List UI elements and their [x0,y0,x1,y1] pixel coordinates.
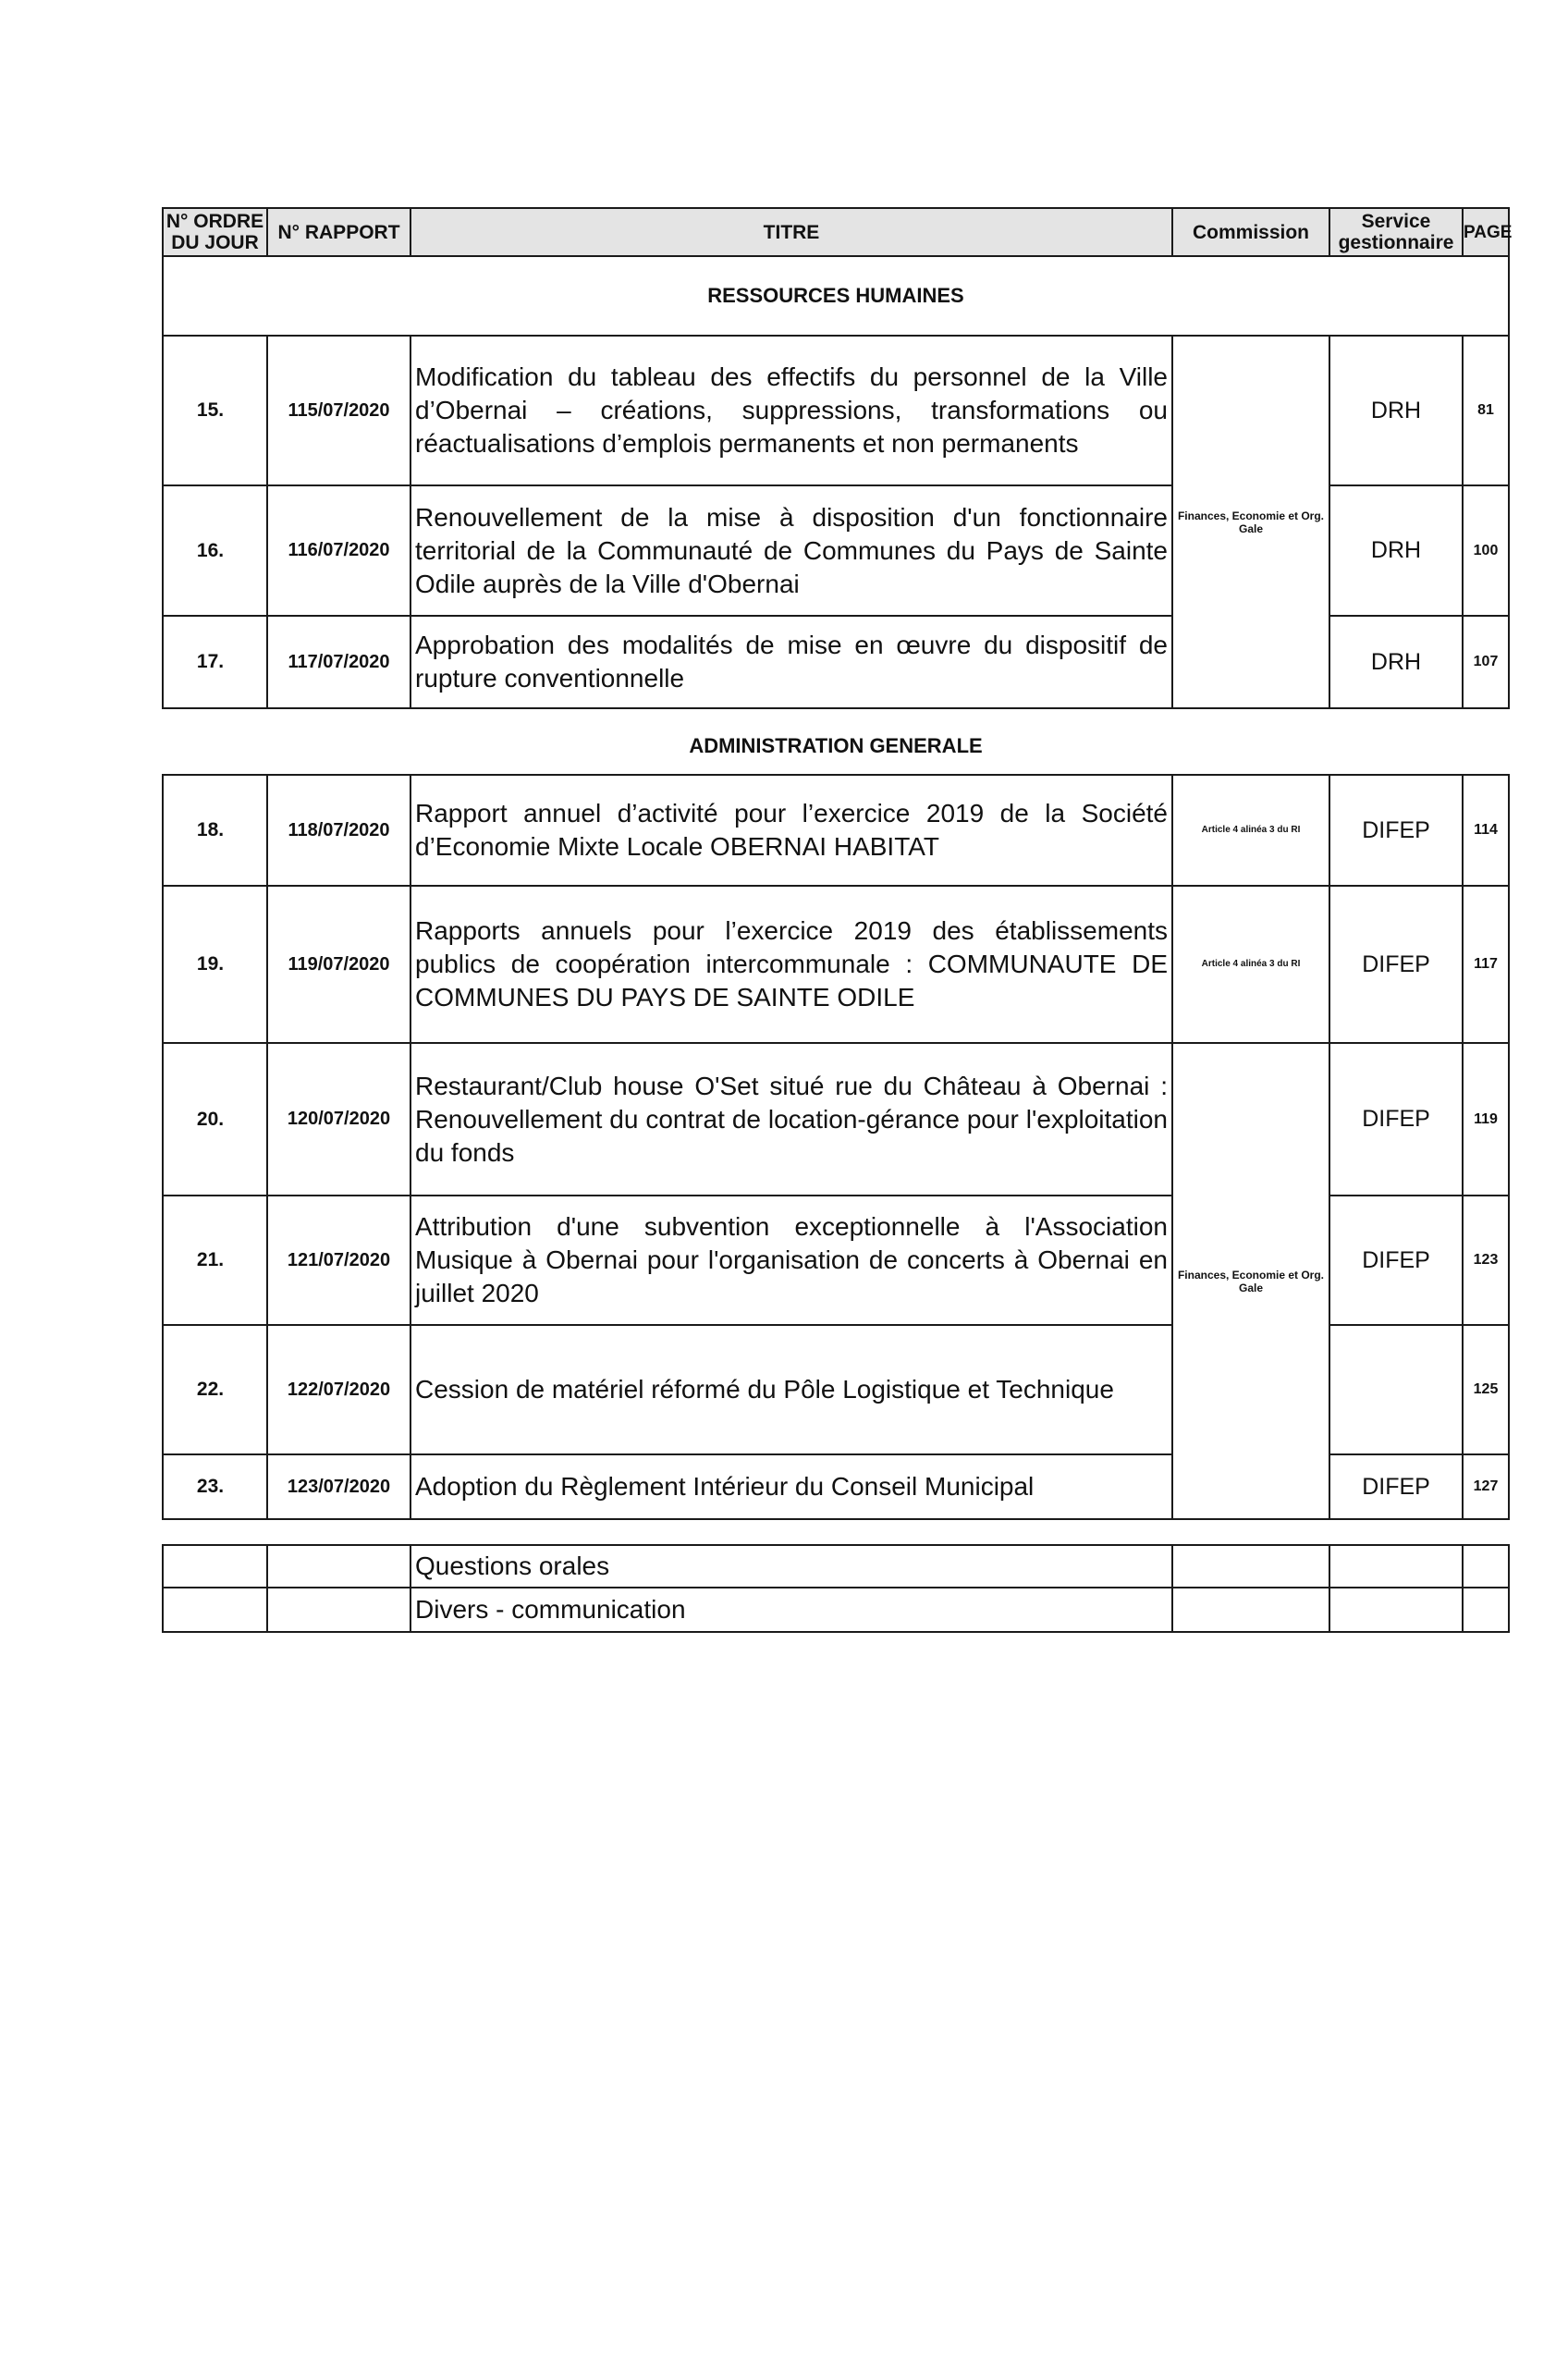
col-header-page: PAGE [1463,208,1509,256]
section-title-rh: RESSOURCES HUMAINES [163,256,1509,336]
row-title: Rapports annuels pour l’exercice 2019 des établissements publics de coopération intercommunale : COMMUNAUTE DE COMMUNES DU PAYS DE SAINTE ODILE [410,886,1172,1043]
page-value: 114 [1463,775,1509,886]
page-value: 119 [1463,1043,1509,1196]
col-header-ordre: N° ORDRE DU JOUR [163,208,267,256]
row-number: 20. [163,1043,267,1196]
commission-finances-admin: Finances, Economie et Org. Gale [1172,1043,1329,1519]
table-row [163,1588,1509,1632]
service-value: DIFEP [1329,1454,1463,1519]
section-row [163,256,1509,336]
report-number: 120/07/2020 [267,1043,410,1196]
row-number: 16. [163,485,267,616]
service-value: DIFEP [1329,775,1463,886]
report-number: 121/07/2020 [267,1196,410,1325]
row-title: Approbation des modalités de mise en œuvre du dispositif de rupture conventionnelle [410,616,1172,708]
row-title: Attribution d'une subvention exceptionnelle à l'Association Musique à Obernai pour l'organisation de concerts à Obernai en juillet 2020 [410,1196,1172,1325]
row-title: Restaurant/Club house O'Set situé rue du Château à Obernai : Renouvellement du contrat de location-gérance pour l'exploitation du fonds [410,1043,1172,1196]
section-title-admin: ADMINISTRATION GENERALE [689,734,983,757]
service-value [1329,1325,1463,1454]
service-value: DRH [1329,485,1463,616]
row-number: 15. [163,336,267,485]
row-title: Rapport annuel d’activité pour l’exercice 2019 de la Société d’Economie Mixte Locale OBERNAI HABITAT [410,775,1172,886]
section-row [163,708,1509,775]
row-title: Cession de matériel réformé du Pôle Logistique et Technique [410,1325,1172,1454]
page-value: 125 [1463,1325,1509,1454]
col-header-rapport: N° RAPPORT [267,208,410,256]
commission-article: Article 4 alinéa 3 du RI [1172,775,1329,886]
page-value: 127 [1463,1454,1509,1519]
page-value: 81 [1463,336,1509,485]
table-row [163,886,1509,1043]
col-header-titre: TITRE [410,208,1172,256]
table-row [163,1043,1509,1196]
misc-table [162,1544,1510,1633]
row-number: 22. [163,1325,267,1454]
service-value: DRH [1329,616,1463,708]
agenda-table [162,207,1513,1520]
page-value: 107 [1463,616,1509,708]
report-number: 115/07/2020 [267,336,410,485]
report-number: 123/07/2020 [267,1454,410,1519]
row-number: 23. [163,1454,267,1519]
report-number: 118/07/2020 [267,775,410,886]
table-row [163,1545,1509,1588]
commission-article: Article 4 alinéa 3 du RI [1172,886,1329,1043]
report-number: 116/07/2020 [267,485,410,616]
service-value: DRH [1329,336,1463,485]
table-row [163,336,1509,485]
col-header-service: Service gestionnaire [1329,208,1463,256]
row-title: Renouvellement de la mise à disposition d'un fonctionnaire territorial de la Communauté de Communes du Pays de Sainte Odile auprès de la Ville d'Obernai [410,485,1172,616]
questions-orales: Questions orales [410,1545,1172,1588]
row-title: Modification du tableau des effectifs du personnel de la Ville d’Obernai – créations, suppressions, transformations ou réactualisations d’emplois permanents et non permanents [410,336,1172,485]
report-number: 119/07/2020 [267,886,410,1043]
table-row [163,775,1509,886]
report-number: 122/07/2020 [267,1325,410,1454]
service-value: DIFEP [1329,1043,1463,1196]
page-value: 123 [1463,1196,1509,1325]
header-row [163,208,1509,256]
row-number: 19. [163,886,267,1043]
page-value: 100 [1463,485,1509,616]
row-number: 21. [163,1196,267,1325]
report-number: 117/07/2020 [267,616,410,708]
row-title: Adoption du Règlement Intérieur du Conseil Municipal [410,1454,1172,1519]
page-value: 117 [1463,886,1509,1043]
divers-communication: Divers - communication [410,1588,1172,1632]
service-value: DIFEP [1329,1196,1463,1325]
commission-finances-rh: Finances, Economie et Org. Gale [1172,336,1329,708]
row-number: 18. [163,775,267,886]
col-header-commission: Commission [1172,208,1329,256]
service-value: DIFEP [1329,886,1463,1043]
row-number: 17. [163,616,267,708]
